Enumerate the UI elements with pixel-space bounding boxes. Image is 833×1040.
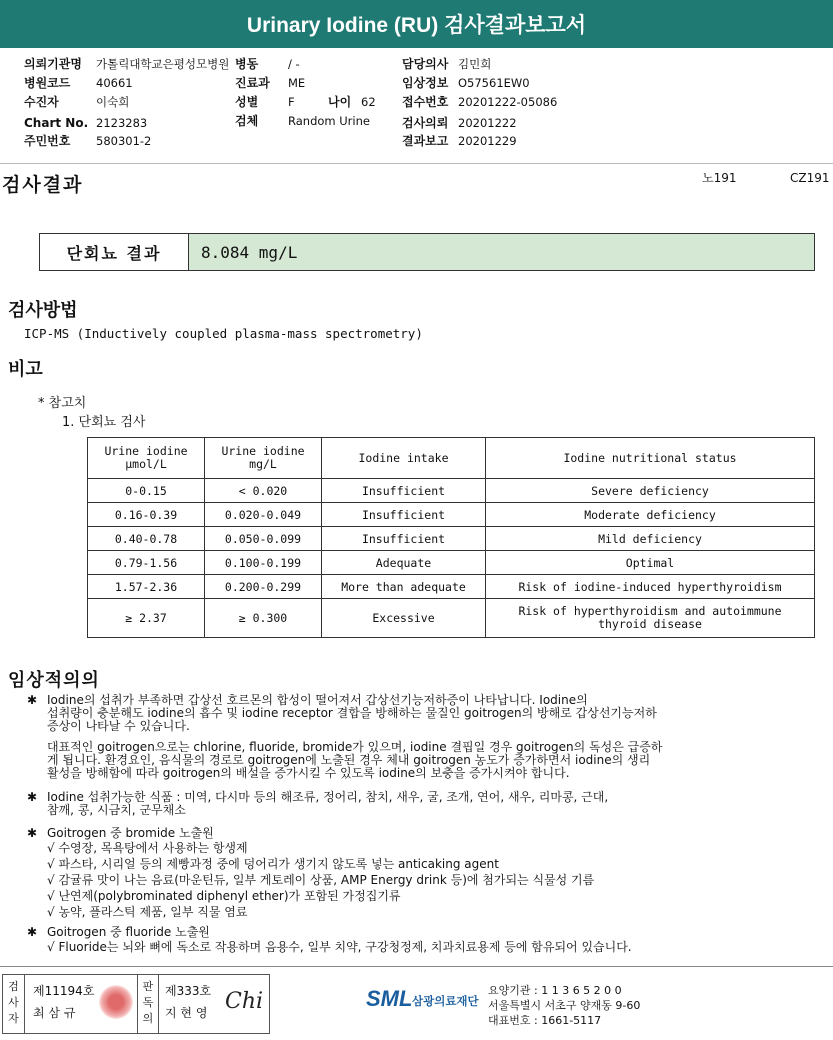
bullet-icon: ✱ <box>27 693 38 707</box>
hospital-code-label: 병원코드 <box>24 76 71 90</box>
patient-label: 수진자 <box>24 95 59 109</box>
table-cell: Risk of hyperthyroidism and autoimmune thyroid disease <box>486 599 815 638</box>
specimen-label: 검체 <box>235 114 259 128</box>
table-cell: Moderate deficiency <box>486 503 815 527</box>
table-cell: 0.200-0.299 <box>205 575 322 599</box>
bromide-item: √ 난연제(polybrominated diphenyl ether)가 포함된 가정집기류 <box>47 889 401 903</box>
table-cell: 0.40-0.78 <box>88 527 205 551</box>
org-name: 삼광의료재단 <box>412 994 479 1008</box>
dept-value: ME <box>288 76 306 90</box>
reference-table <box>87 437 815 638</box>
bullet-icon: ✱ <box>27 925 38 939</box>
specimen-value: Random Urine <box>288 114 370 128</box>
table-cell: 1.57-2.36 <box>88 575 205 599</box>
receipt-no-label: 접수번호 <box>402 95 449 109</box>
bromide-item: √ 파스타, 시리얼 등의 제빵과정 중에 덩어리가 생기지 않도록 넣는 anticaking agent <box>47 857 499 871</box>
ward-label: 병동 <box>235 57 259 71</box>
institution-value: 가톨릭대학교은평성모병원 <box>96 57 230 71</box>
reference-subtitle: 1. 단회뇨 검사 <box>62 415 146 430</box>
p1-line: 섭취량이 충분해도 iodine의 흡수 및 iodine receptor 결합을 방해하는 물질인 goitrogen의 방해로 갑상선기능저하 <box>47 706 657 720</box>
ward-value: / - <box>288 57 300 71</box>
reviewer-label: 판독의 <box>137 975 159 1033</box>
table-cell: ≥ 2.37 <box>88 599 205 638</box>
age-label: 나이 <box>328 95 352 109</box>
p3-line: 참깨, 콩, 시금치, 군무채소 <box>47 803 186 817</box>
table-header: Urine iodine μmol/L <box>88 438 205 479</box>
table-row <box>88 599 815 638</box>
institution-code: 요양기관 : 1 1 3 6 5 2 0 0 <box>488 984 622 997</box>
result-code-2: CZ191 <box>790 171 830 185</box>
tester-name: 최 삼 규 <box>33 1006 76 1020</box>
p1-line: 증상이 나타날 수 있습니다. <box>47 719 190 733</box>
footer-divider <box>0 966 833 967</box>
org-phone: 대표번호 : 1661-5117 <box>488 1014 602 1027</box>
bromide-title: Goitrogen 중 bromide 노출원 <box>47 826 214 840</box>
bullet-icon: ✱ <box>27 790 38 804</box>
table-cell: Insufficient <box>322 479 486 503</box>
table-row <box>88 575 815 599</box>
table-cell: 0-0.15 <box>88 479 205 503</box>
sex-value: F <box>288 95 295 109</box>
institution-label: 의뢰기관명 <box>24 57 82 71</box>
reviewer-license: 제333호 <box>165 984 212 998</box>
table-cell: 0.050-0.099 <box>205 527 322 551</box>
fluoride-item: √ Fluoride는 뇌와 뼈에 독소로 작용하며 음용수, 일부 치약, 구강청정제, 치과치료용제 등에 함유되어 있습니다. <box>47 940 632 954</box>
bromide-item: √ 감귤류 맛이 나는 음료(마운틴듀, 일부 게토레이 상품, AMP Energy drink 등)에 첨가되는 식물성 기름 <box>47 873 595 887</box>
bullet-icon: ✱ <box>27 826 38 840</box>
bromide-item: √ 농약, 플라스틱 제품, 일부 직물 염료 <box>47 905 248 919</box>
table-cell: Insufficient <box>322 527 486 551</box>
rrn-label: 주민번호 <box>24 134 71 148</box>
remarks-title: 비고 <box>8 359 43 380</box>
chart-label: Chart No. <box>24 116 89 130</box>
table-header: Iodine nutritional status <box>486 438 815 479</box>
bromide-item: √ 수영장, 목욕탕에서 사용하는 항생제 <box>47 841 248 855</box>
table-row <box>88 479 815 503</box>
header-divider <box>0 163 833 164</box>
clinical-body <box>0 694 833 964</box>
table-row <box>88 503 815 527</box>
report-label: 결과보고 <box>402 134 449 148</box>
p1-line: Iodine의 섭취가 부족하면 갑상선 호르몬의 합성이 떨어져서 갑상선기능저하증이 나타납니다. Iodine의 <box>47 693 588 707</box>
result-section-title: 검사결과 <box>2 174 84 196</box>
table-header: Urine iodine mg/L <box>205 438 322 479</box>
sml-logo: SML <box>366 986 413 1011</box>
table-row <box>88 527 815 551</box>
result-box <box>39 233 815 271</box>
table-cell: 0.16-0.39 <box>88 503 205 527</box>
table-cell: Risk of iodine-induced hyperthyroidism <box>486 575 815 599</box>
method-text: ICP-MS (Inductively coupled plasma-mass spectrometry) <box>24 326 423 341</box>
table-cell: < 0.020 <box>205 479 322 503</box>
table-header-row <box>88 438 815 479</box>
chart-value: 2123283 <box>96 116 148 130</box>
reviewer-name: 지 현 영 <box>165 1006 208 1020</box>
doctor-value: 김민희 <box>458 57 492 71</box>
org-address: 서울특별시 서초구 양재동 9-60 <box>488 999 641 1012</box>
hospital-code-value: 40661 <box>96 76 133 90</box>
signature-box <box>2 974 270 1034</box>
clinical-info-label: 임상정보 <box>402 76 449 90</box>
table-cell: Insufficient <box>322 503 486 527</box>
sex-label: 성별 <box>235 95 259 109</box>
table-cell: Severe deficiency <box>486 479 815 503</box>
age-value: 62 <box>361 95 376 109</box>
result-label: 단회뇨 결과 <box>40 234 189 270</box>
result-code-1: 노191 <box>702 171 737 185</box>
fluoride-title: Goitrogen 중 fluoride 노출원 <box>47 925 210 939</box>
table-cell: Optimal <box>486 551 815 575</box>
table-cell: Adequate <box>322 551 486 575</box>
method-title: 검사방법 <box>8 300 78 321</box>
table-cell: 0.100-0.199 <box>205 551 322 575</box>
request-value: 20201222 <box>458 116 517 130</box>
p2-line: 활성을 방해함에 따라 goitrogen의 배설을 증가시킬 수 있도록 iodine의 보충을 증가시켜야 합니다. <box>47 766 570 780</box>
clinical-title: 임상적의의 <box>8 670 100 691</box>
table-cell: 0.79-1.56 <box>88 551 205 575</box>
reference-title: * 참고치 <box>38 396 87 411</box>
result-value: 8.084 mg/L <box>189 234 814 270</box>
signature: Chi <box>225 989 264 1014</box>
patient-value: 이숙희 <box>96 95 130 109</box>
p2-line: 게 됩니다. 환경요인, 음식물의 경로로 goitrogen에 노출된 경우 체내 goitrogen 농도가 증가하면서 iodine의 생리 <box>47 753 651 767</box>
table-row <box>88 551 815 575</box>
clinical-info-value: O57561EW0 <box>458 76 530 90</box>
table-cell: Mild deficiency <box>486 527 815 551</box>
table-header: Iodine intake <box>322 438 486 479</box>
seal-icon <box>99 985 133 1019</box>
receipt-no-value: 20201222-05086 <box>458 95 558 109</box>
rrn-value: 580301-2 <box>96 134 152 148</box>
doctor-label: 담당의사 <box>402 57 449 71</box>
dept-label: 진료과 <box>235 76 270 90</box>
request-label: 검사의뢰 <box>402 116 449 130</box>
table-cell: More than adequate <box>322 575 486 599</box>
tester-license: 제11194호 <box>33 984 95 998</box>
p3-line: Iodine 섭취가능한 식품 : 미역, 다시마 등의 해조류, 정어리, 참치, 새우, 굴, 조개, 연어, 새우, 리마콩, 근대, <box>47 790 609 804</box>
tester-label: 검사자 <box>3 975 25 1033</box>
table-cell: 0.020-0.049 <box>205 503 322 527</box>
report-title: Urinary Iodine (RU) 검사결과보고서 <box>0 0 833 48</box>
report-value: 20201229 <box>458 134 517 148</box>
table-cell: ≥ 0.300 <box>205 599 322 638</box>
p2-line: 대표적인 goitrogen으로는 chlorine, fluoride, bromide가 있으며, iodine 결핍일 경우 goitrogen의 독성은 급증하 <box>47 740 663 754</box>
table-cell: Excessive <box>322 599 486 638</box>
